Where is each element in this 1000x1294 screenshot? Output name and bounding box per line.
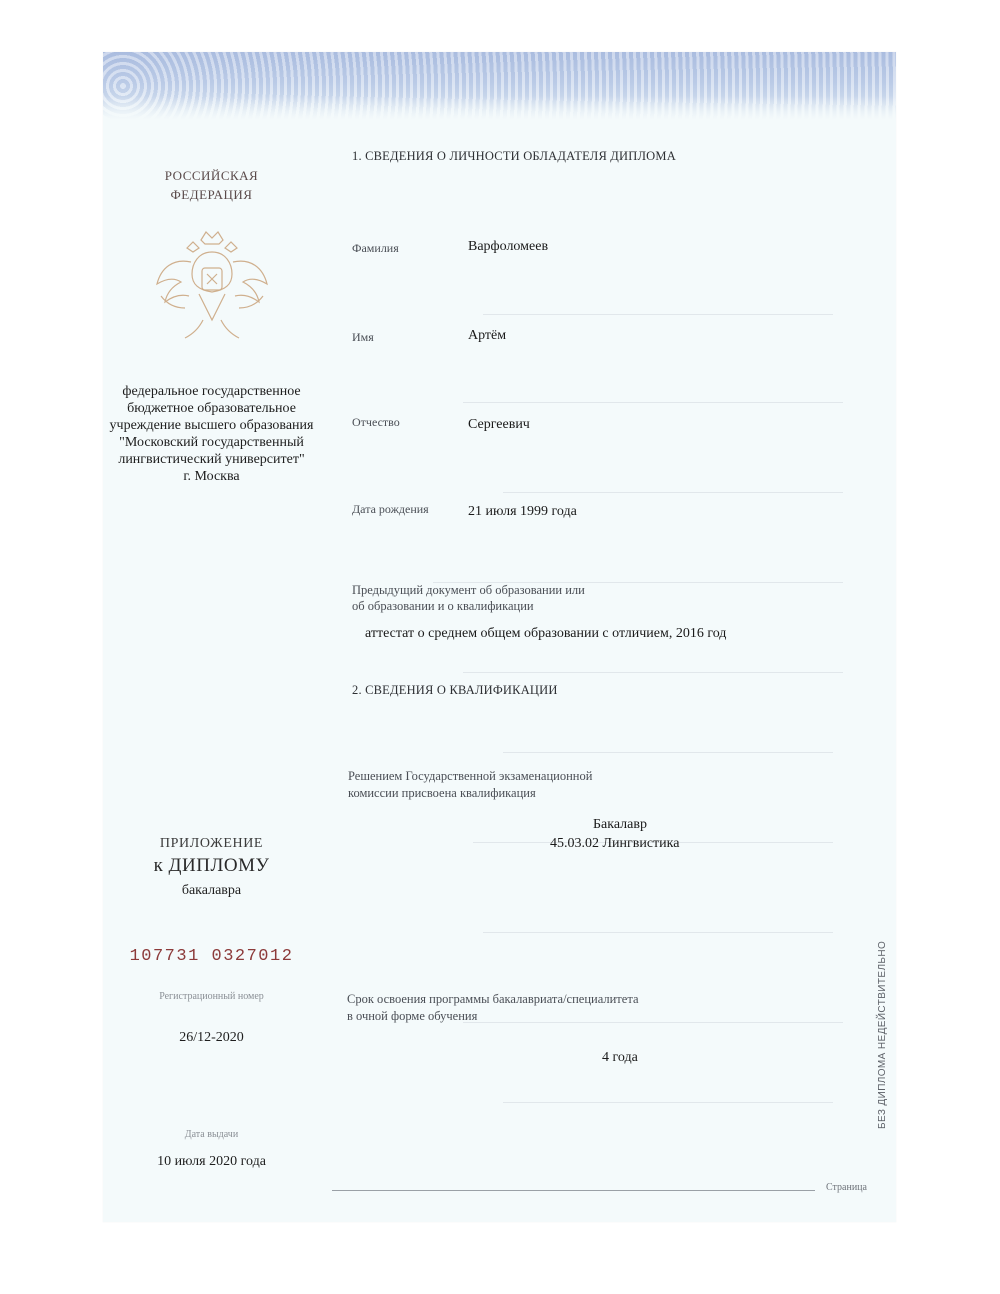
qualification-decision (348, 768, 592, 802)
country-line: ФЕДЕРАЦИЯ (170, 187, 253, 202)
surname-value: Варфоломеев (468, 239, 549, 254)
coat-of-arms-emblem (151, 222, 273, 352)
institution-line: лингвистический университет" (118, 452, 305, 467)
institution-line: бюджетное образовательное (127, 401, 296, 416)
qualification-decision-line: Решением Государственной экзаменационной (348, 769, 593, 783)
institution-line: "Московский государственный (119, 435, 304, 450)
institution-block (103, 383, 320, 485)
previous-document-label-line: Предыдущий документ об образовании или (352, 583, 585, 597)
name-value: Артём (468, 328, 507, 343)
birth-date-value: 21 июля 1999 года (468, 504, 577, 519)
qualification-decision-line: комиссии присвоена квалификация (348, 786, 536, 800)
previous-document-label (352, 582, 585, 614)
study-duration-label (347, 991, 639, 1025)
watermark-line (483, 314, 833, 315)
study-duration-value: 4 года (602, 1050, 638, 1065)
diploma-appendix-page (103, 52, 896, 1222)
patronymic-value: Сергеевич (468, 417, 530, 432)
footer-divider (332, 1190, 815, 1191)
appendix-subtitle: к ДИПЛОМУ (153, 855, 270, 876)
institution-line: г. Москва (183, 469, 240, 484)
specialty-value: 45.03.02 Лингвистика (550, 836, 680, 851)
decorative-top-band (103, 52, 896, 120)
name-label: Имя (352, 330, 374, 344)
serial-number: 107731 0327012 (129, 947, 294, 966)
surname-label: Фамилия (352, 241, 399, 255)
watermark-line (483, 932, 833, 933)
previous-document-value: аттестат о среднем общем образовании с отличием, 2016 год (365, 626, 727, 641)
registration-number-label: Регистрационный номер (159, 991, 264, 1002)
watermark-line (503, 1102, 833, 1103)
institution-line: федеральное государственное (122, 384, 301, 399)
institution-line: учреждение высшего образования (109, 418, 314, 433)
registration-number: 26/12-2020 (179, 1030, 244, 1045)
validity-side-note: БЕЗ ДИПЛОМА НЕДЕЙСТВИТЕЛЬНО (877, 940, 888, 1129)
country-line: РОССИЙСКАЯ (164, 168, 259, 183)
watermark-line (503, 492, 843, 493)
study-duration-label-line: в очной форме обучения (347, 1009, 478, 1023)
watermark-line (463, 672, 843, 673)
watermark-line (503, 752, 833, 753)
issue-date-label: Дата выдачи (184, 1129, 239, 1140)
section-2-heading: 2. СВЕДЕНИЯ О КВАЛИФИКАЦИИ (352, 683, 558, 697)
appendix-title: ПРИЛОЖЕНИЕ (159, 836, 264, 851)
issue-date: 10 июля 2020 года (157, 1154, 266, 1169)
patronymic-label: Отчество (352, 415, 400, 429)
appendix-title-block (103, 836, 320, 899)
study-duration-label-line: Срок освоения программы бакалавриата/специалитета (347, 992, 639, 1006)
degree-level: бакалавра (181, 883, 242, 898)
section-1-heading: 1. СВЕДЕНИЯ О ЛИЧНОСТИ ОБЛАДАТЕЛЯ ДИПЛОМА (352, 149, 676, 163)
country-name (103, 166, 320, 204)
watermark-line (463, 402, 843, 403)
page-label: Страница (826, 1182, 867, 1193)
birth-date-label: Дата рождения (352, 502, 429, 516)
previous-document-label-line: об образовании и о квалификации (352, 599, 534, 613)
qualification-value: Бакалавр (593, 817, 647, 832)
